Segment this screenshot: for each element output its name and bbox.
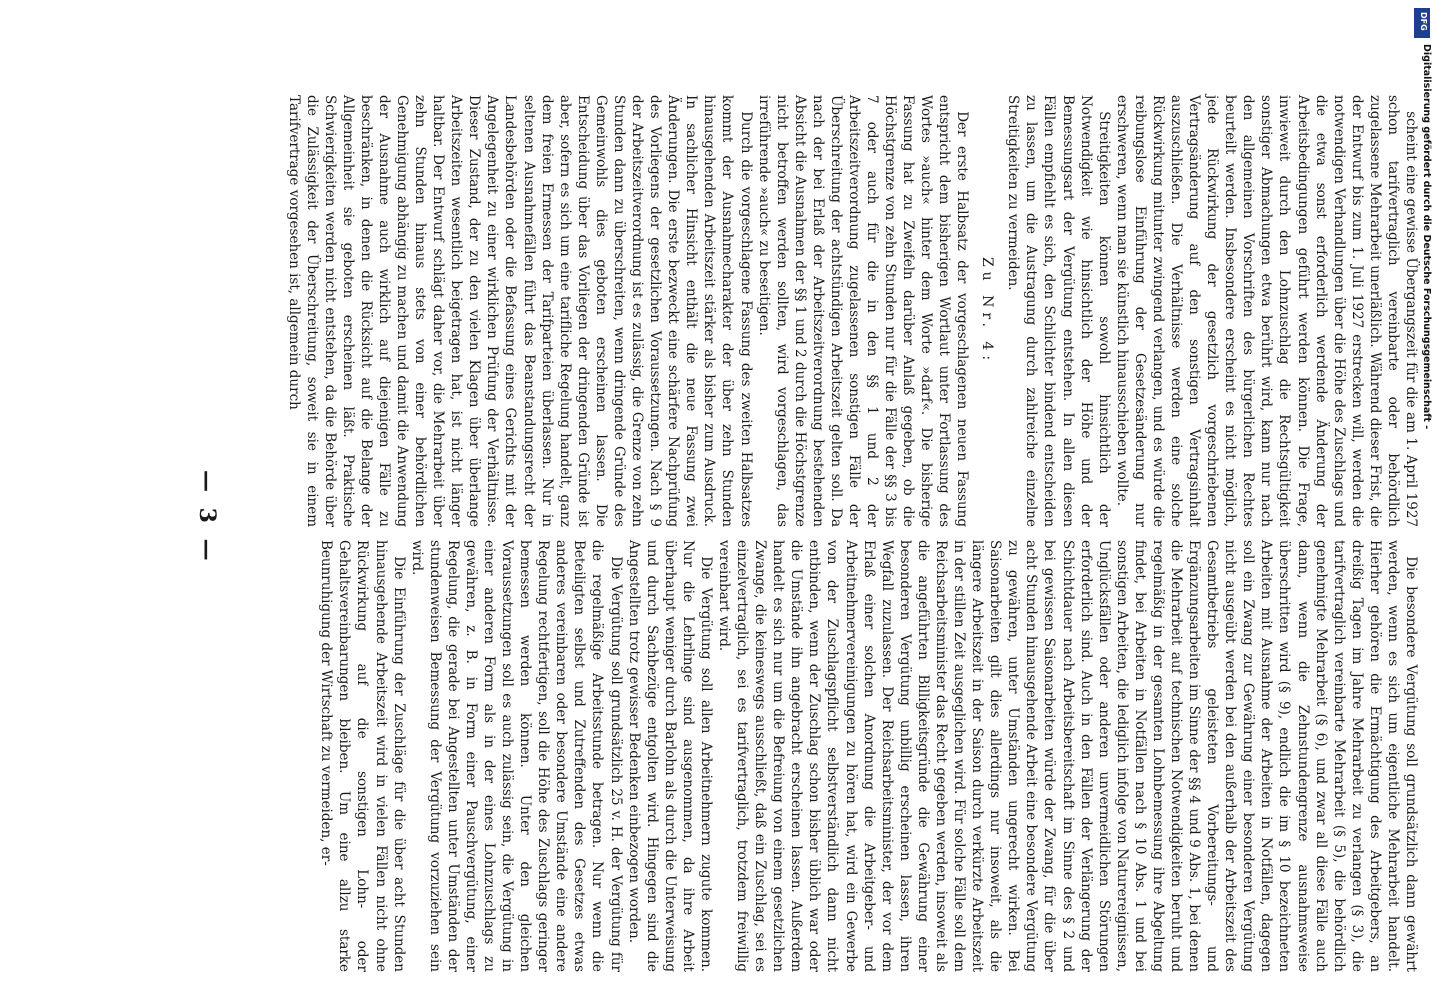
document-page [100,0,1419,1000]
left-column [317,540,1420,972]
dfg-logo [1414,8,1430,38]
paragraph: scheint eine gewisse Übergangszeit für die am 1. April 1927 schon tarifvertraglich vereinbarte oder behördlich zugelassene Mehrarbeit unerläßlich. Während dieser Frist, die der Entwurf bis zum 1. Juli 1927 erstrecken will, werden die notwendigen Verhandlungen über die Höhe des Zuschlags und die etwa sonst erforderlich werdende Änderung der Arbeitsbedingungen geführt werden können. Die Frage, inwieweit durch den Lohnzuschlag die Rechtsgültigkeit sonstiger Abmachungen etwa berührt wird, kann nur nach den allgemeinen Vorschriften des bürgerlichen Rechtes beurteilt werden. Insbesondere erscheint es nicht möglich, jede Rückwirkung der gesetzlich vorgeschriebenen Vertragsänderung auf den sonstigen Vertragsinhalt auszuschließen. Die Verhältnisse werden eine solche Rückwirkung mitunter zwingend verlangen, und es würde die reibungslose Einführung der Gesetzesänderung nur erschweren, wenn man sie künstlich hinausschieben wollte. [1113,95,1419,527]
paragraph: Die besondere Vergütung soll grundsätzlich dann gewährt werden, wenn es sich um eigentliche Mehrarbeit handelt. Hierher gehören die Ermächtigung des Arbeitgebers, an dreißig Tagen im Jahre Mehrarbeit zu verlangen (§ 3), die tarifvertraglich vereinbarte Mehrarbeit (§ 5), die behördlich genehmigte Mehrarbeit (§ 6), und zwar all diese Fälle auch dann, wenn die Zehnstundengrenze ausnahmsweise überschritten wird (§ 9), endlich die im § 10 bezeichneten Arbeiten mit Ausnahme der Arbeiten in Notfällen, dagegen soll ein Zwang zur Gewährung einer besonderen Vergütung nicht ausgeübt werden bei den außerhalb der Arbeitszeit des Gesamtbetriebs geleisteten Vorbereitungs- und Ergänzungsarbeiten im Sinne der §§ 4 und 9 Abs. 1, bei denen die Mehrarbeit auf technischen Notwendigkeiten beruht und regelmäßig in der gesamten Lohnbemessung ihre Abgeltung findet, bei Arbeiten in Notfällen nach § 10 Abs. 1 und bei sonstigen Arbeiten, die lediglich infolge von Naturereignissen, Unglücksfällen oder anderen unvermeidlichen Störungen erforderlich sind. Auch in den Fällen der Verlängerung der Schichtdauer nach Arbeitsbereitschaft im Sinne des § 2 und bei gewissen Saisonarbeiten würde der Zwang, für die über acht Stunden hinausgehende Arbeit eine besondere Vergütung zu gewähren, unter Umständen ungerecht wirken. Bei Saisonarbeiten gilt dies allerdings nur insoweit, als die längere Arbeitszeit in der Saison durch verkürzte Arbeitszeit in der stillen Zeit ausgeglichen wird. Für solche Fälle soll dem Reichsarbeitsminister das Recht gegeben werden, insoweit als die angeführten Billigkeitsgründe die Gewährung einer besonderen Vergütung unbillig erscheinen lassen, ihren Wegfall zuzulassen. Der Reichsarbeitsminister, der vor dem Erlaß einer solchen Anordnung die Arbeitgeber- und Arbeitnehmervereinigungen zu hören hat, wird ein Gewerbe von der Zuschlagspflicht selbstverständlich dann nicht entbinden, wenn der Zuschlag schon bisher üblich war oder die Umstände ihn angebracht erscheinen lassen. Außerdem handelt es sich nur um die Befreiung von einem gesetzlichen Zwange, die keineswegs ausschließt, daß ein Zuschlag, sei es einzelvertraglich, sei es tarifvertraglich, trotzdem freiwillig vereinbart wird. [716,540,1419,972]
digitization-credit-strip [1412,0,1434,1000]
section-heading: Zu Nr. 4: [979,256,996,366]
right-column-wrapper [190,95,1419,527]
page-number-wrapper [180,470,240,565]
left-column-wrapper [190,540,1419,972]
paragraph: Die Einführung der Zuschläge für die über acht Stunden hinausgehende Arbeitszeit wird in vielen Fällen nicht ohne Rückwirkung auf die sonstigen Lohn- oder Gehaltsvereinbarungen bleiben. Um eine allzu starke Beunruhigung der Wirtschaft zu vermeiden, er- [318,540,407,972]
dfg-logo-text: DFG [1419,12,1428,31]
paragraph: Die Vergütung soll allen Arbeitnehmern zugute kommen. Nur die Lehrlinge sind ausgenommen, da ihre Arbeit überhaupt weniger durch Barlohn als durch die Unterweisung und durch Sachbezüge entgolten wird. Hingegen sind die Angestellten trotz gewisser Bedenken einbezogen worden. [625,540,714,972]
page-number: — 3 — [194,470,220,565]
paragraph: Durch die vorgeschlagene Fassung des zweiten Halbsatzes kommt der Ausnahmecharakter der über zehn Stunden hinausgehenden Arbeitszeit stärker als bisher zum Ausdruck. In sachlicher Hinsicht enthält die neue Fassung zwei Änderungen. Die erste bezweckt eine schärfere Nachprüfung des Vorliegens der gesetzlichen Voraussetzungen. Nach § 9 der Arbeitszeitverordnung ist es zulässig, die Grenze von zehn Stunden dann zu überschreiten, wenn dringende Gründe des Gemeinwohls dies geboten erscheinen lassen. Die Entscheidung über das Vorliegen der dringenden Gründe ist aber, sofern es sich um eine tarifliche Regelung handelt, ganz dem freien Ermessen der Tarifparteien überlassen. Nur in seltenen Ausnahmefällen führt das Beanstandungsrecht der Landesbehörden oder die Befassung eines Gerichts mit der Angelegenheit zu einer wirklichen Prüfung der Verhältnisse. Dieser Zustand, der zu den vielen Klagen über überlange Arbeitszeiten wesentlich beigetragen hat, ist nicht länger haltbar. Der Entwurf schlägt daher vor, die Mehrarbeit über zehn Stunden hinaus stets von einer behördlichen Genehmigung abhängig zu machen und damit die Anwendung der Ausnahme auch wirklich auf diejenigen Fälle zu beschränken, in denen die Rücksicht auf die Belange der Allgemeinheit sie geboten erscheinen läßt. Praktische Schwierigkeiten werden nicht entstehen, da die Behörde über die Zulässigkeit der Überschreitung, soweit sie in einem Tarifvertrage vorgesehen ist, allgemein durch [285,95,754,527]
paragraph: Der erste Halbsatz der vorgeschlagenen neuen Fassung entspricht dem bisherigen Wortlaut unter Fortlassung des Wortes »auch« hinter dem Worte »darf«. Die bisherige Fassung hat zu Zweifeln darüber Anlaß gegeben, ob die Höchstgrenze von zehn Stunden nur für die Fälle der §§ 3 bis 7 oder auch für die in den §§ 1 und 2 der Arbeitszeitverordnung zugelassenen sonstigen Fälle der Überschreitung der achtstündigen Arbeitszeit gelten soll. Da nach der bei Erlaß der Arbeitszeitverordnung bestehenden Absicht die Ausnahmen der §§ 1 und 2 durch die Höchstgrenze nicht betroffen werden sollten, wird vorgeschlagen, das irreführende »auch« zu beseitigen. [755,95,971,527]
paragraph: Streitigkeiten können sowohl hinsichtlich der Notwendigkeit wie hinsichtlich der Höhe und der Bemessungsart der Vergütung entstehen. In allen diesen Fällen empfiehlt es sich, den Schlichter bindend entscheiden zu lassen, um die Austragung durch zahlreiche einzelne Streitigkeiten zu vermeiden. [1005,95,1112,527]
paragraph: Die Vergütung soll grundsätzlich 25 v. H. der Vergütung für die regelmäßige Arbeitsstunde betragen. Nur wenn die Beteiligten selbst und Zutreffenden des Gesetzes etwas anderes vereinbaren oder besondere Umstände eine andere Regelung rechtfertigen, soll die Höhe des Zuschlags geringer bemessen werden können. Unter den gleichen Voraussetzungen soll es auch zulässig sein, die Vergütung in einer anderen Form als in der eines Lohnzuschlags zu gewähren, z. B. in Form einer Pauschvergütung, einer Regelung, die gerade bei Angestellten unter Umständen der stundenweisen Bemessung der Vergütung vorzuziehen sein wird. [408,540,624,972]
digitization-credit-text: Digitalisierung gefördert durch die Deutsche Forschungsgemeinschaft - [1421,44,1432,430]
right-column [284,95,1420,527]
